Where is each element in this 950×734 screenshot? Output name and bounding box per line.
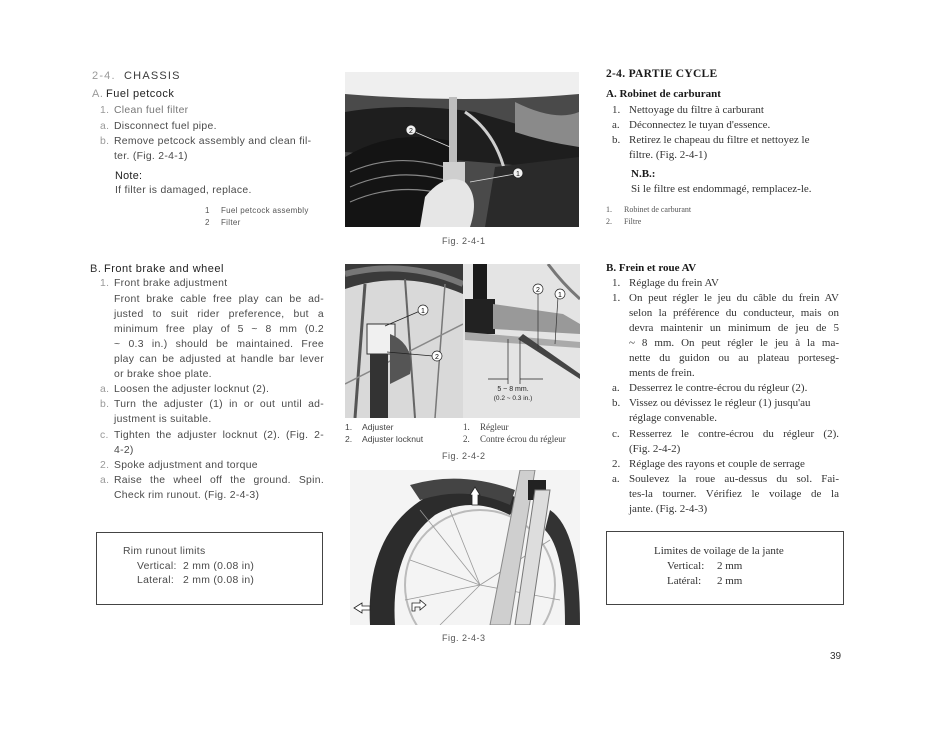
fig2-legend-fr <box>463 422 566 444</box>
section-heading-fr: 2-4. PARTIE CYCLE <box>606 68 718 80</box>
fig-2-4-2-caption: Fig. 2-4-2 <box>442 451 486 461</box>
fig1-legend-item: 1 Fuel petcock assembly <box>205 206 309 215</box>
fuel-petcock-illustration <box>345 72 579 227</box>
note-text: Si le filtre est endommagé, remplacez-le. <box>631 183 812 195</box>
rim-runout-spec-box-en <box>96 532 323 605</box>
callout-1: 1 <box>421 308 425 315</box>
note-title: Note: <box>115 170 143 182</box>
step-item: c. Resserrez le contre-écrou du régleur (2). <box>612 428 839 440</box>
step-item: a. Loosen the adjuster locknut (2). <box>100 384 270 395</box>
list-item: b. Retirez le chapeau du filtre et nettoyez le <box>612 134 810 146</box>
list-item-continued: ter. (Fig. 2-4-1) <box>114 151 188 162</box>
step-item-continued: 4-2) <box>114 445 134 456</box>
legend-item: 1. Régleur <box>463 422 509 432</box>
fig1-legend-item: 1. Robinet de carburant <box>606 205 692 214</box>
section-number: 2-4. <box>92 70 116 82</box>
brake-adjuster-illustration <box>345 264 463 418</box>
fig-2-4-1-photo <box>345 72 579 227</box>
fig-2-4-2-photo-right <box>463 264 580 418</box>
callout-2: 2 <box>536 287 540 294</box>
front-wheel-illustration <box>350 470 580 625</box>
spec-row: Latéral: 2 mm <box>667 575 743 587</box>
list-item: 1. Nettoyage du filtre à carburant <box>612 104 764 116</box>
section-title: CHASSIS <box>124 70 181 82</box>
part-a-heading-en: A. Fuel petcock <box>92 88 175 100</box>
list-item: a. Disconnect fuel pipe. <box>100 121 217 132</box>
fig-2-4-2-photo-left <box>345 264 463 418</box>
list-item: 1. Clean fuel filter <box>100 105 189 116</box>
step-item-continued: jante. (Fig. 2-4-3) <box>629 503 708 515</box>
step-item-continued: tes-la tourner. Vérifiez le voilage de la <box>629 488 839 500</box>
measurement-in: (0.2 ~ 0.3 in.) <box>493 395 533 402</box>
fig-2-4-3-caption: Fig. 2-4-3 <box>442 633 486 643</box>
step-item: a. Raise the wheel off the ground. Spin. <box>100 475 324 486</box>
list-item: b. Remove petcock assembly and clean fil- <box>100 136 312 147</box>
callout-1: 1 <box>558 292 562 299</box>
callout-2: 2 <box>435 354 439 361</box>
step-item: b. Turn the adjuster (1) in or out until ad- <box>100 399 324 410</box>
page-number: 39 <box>830 651 842 662</box>
callout-2: 2 <box>409 128 413 135</box>
note-title: N.B.: <box>631 168 656 180</box>
step-item: a. Desserrez le contre-écrou du régleur (2). <box>612 382 808 394</box>
legend-item: 1. Adjuster <box>345 422 394 432</box>
note-text: If filter is damaged, replace. <box>115 185 252 196</box>
spec-title: Limites de voilage de la jante <box>654 545 784 557</box>
brake-lever-illustration <box>463 264 580 418</box>
fig1-legend-item: 2 Filter <box>205 218 241 227</box>
step-item-continued: réglage convenable. <box>629 412 717 424</box>
subsection-heading: 2. Spoke adjustment and torque <box>100 460 258 471</box>
fig2-legend-en <box>345 422 423 444</box>
subsection-heading: 2. Réglage des rayons et couple de serrage <box>612 458 805 470</box>
fig1-legend-item: 2. Filtre <box>606 217 642 226</box>
step-item-continued: Check rim runout. (Fig. 2-4-3) <box>114 490 260 501</box>
part-a-heading-fr: A. Robinet de carburant <box>606 88 721 100</box>
spec-row: Vertical: 2 mm (0.08 in) <box>137 561 255 572</box>
measurement-mm: 5 ~ 8 mm. <box>497 386 529 393</box>
fig-2-4-1-caption: Fig. 2-4-1 <box>442 236 486 246</box>
list-item-continued: filtre. (Fig. 2-4-1) <box>629 149 708 161</box>
step-item-continued: (Fig. 2-4-2) <box>629 443 681 455</box>
spec-title: Rim runout limits <box>123 546 206 557</box>
legend-item: 2. Adjuster locknut <box>345 434 424 444</box>
list-item: a. Déconnectez le tuyan d'essence. <box>612 119 771 131</box>
rim-runout-spec-box-fr <box>606 531 844 605</box>
step-item: a. Soulevez la roue au-dessus du sol. Fai- <box>612 473 839 485</box>
section-heading-en <box>92 70 181 82</box>
step-item: c. Tighten the adjuster locknut (2). (Fig. 2- <box>100 430 324 441</box>
step-item: b. Vissez ou dévissez le régleur (1) jusqu'au <box>612 397 811 409</box>
part-b-heading-fr: B. Frein et roue AV <box>606 262 697 274</box>
step-item-continued: justment is suitable. <box>114 414 212 425</box>
subsection-heading: 1. Réglage du frein AV <box>612 277 719 289</box>
spec-row: Vertical: 2 mm <box>667 560 743 572</box>
part-b-heading-en: B. Front brake and wheel <box>90 263 224 275</box>
fig-2-4-3-photo <box>350 470 580 625</box>
callout-1: 1 <box>516 171 520 178</box>
spec-row: Lateral: 2 mm (0.08 in) <box>137 575 255 586</box>
subsection-heading: 1. Front brake adjustment <box>100 278 228 289</box>
legend-item: 2. Contre écrou du régleur <box>463 434 566 444</box>
